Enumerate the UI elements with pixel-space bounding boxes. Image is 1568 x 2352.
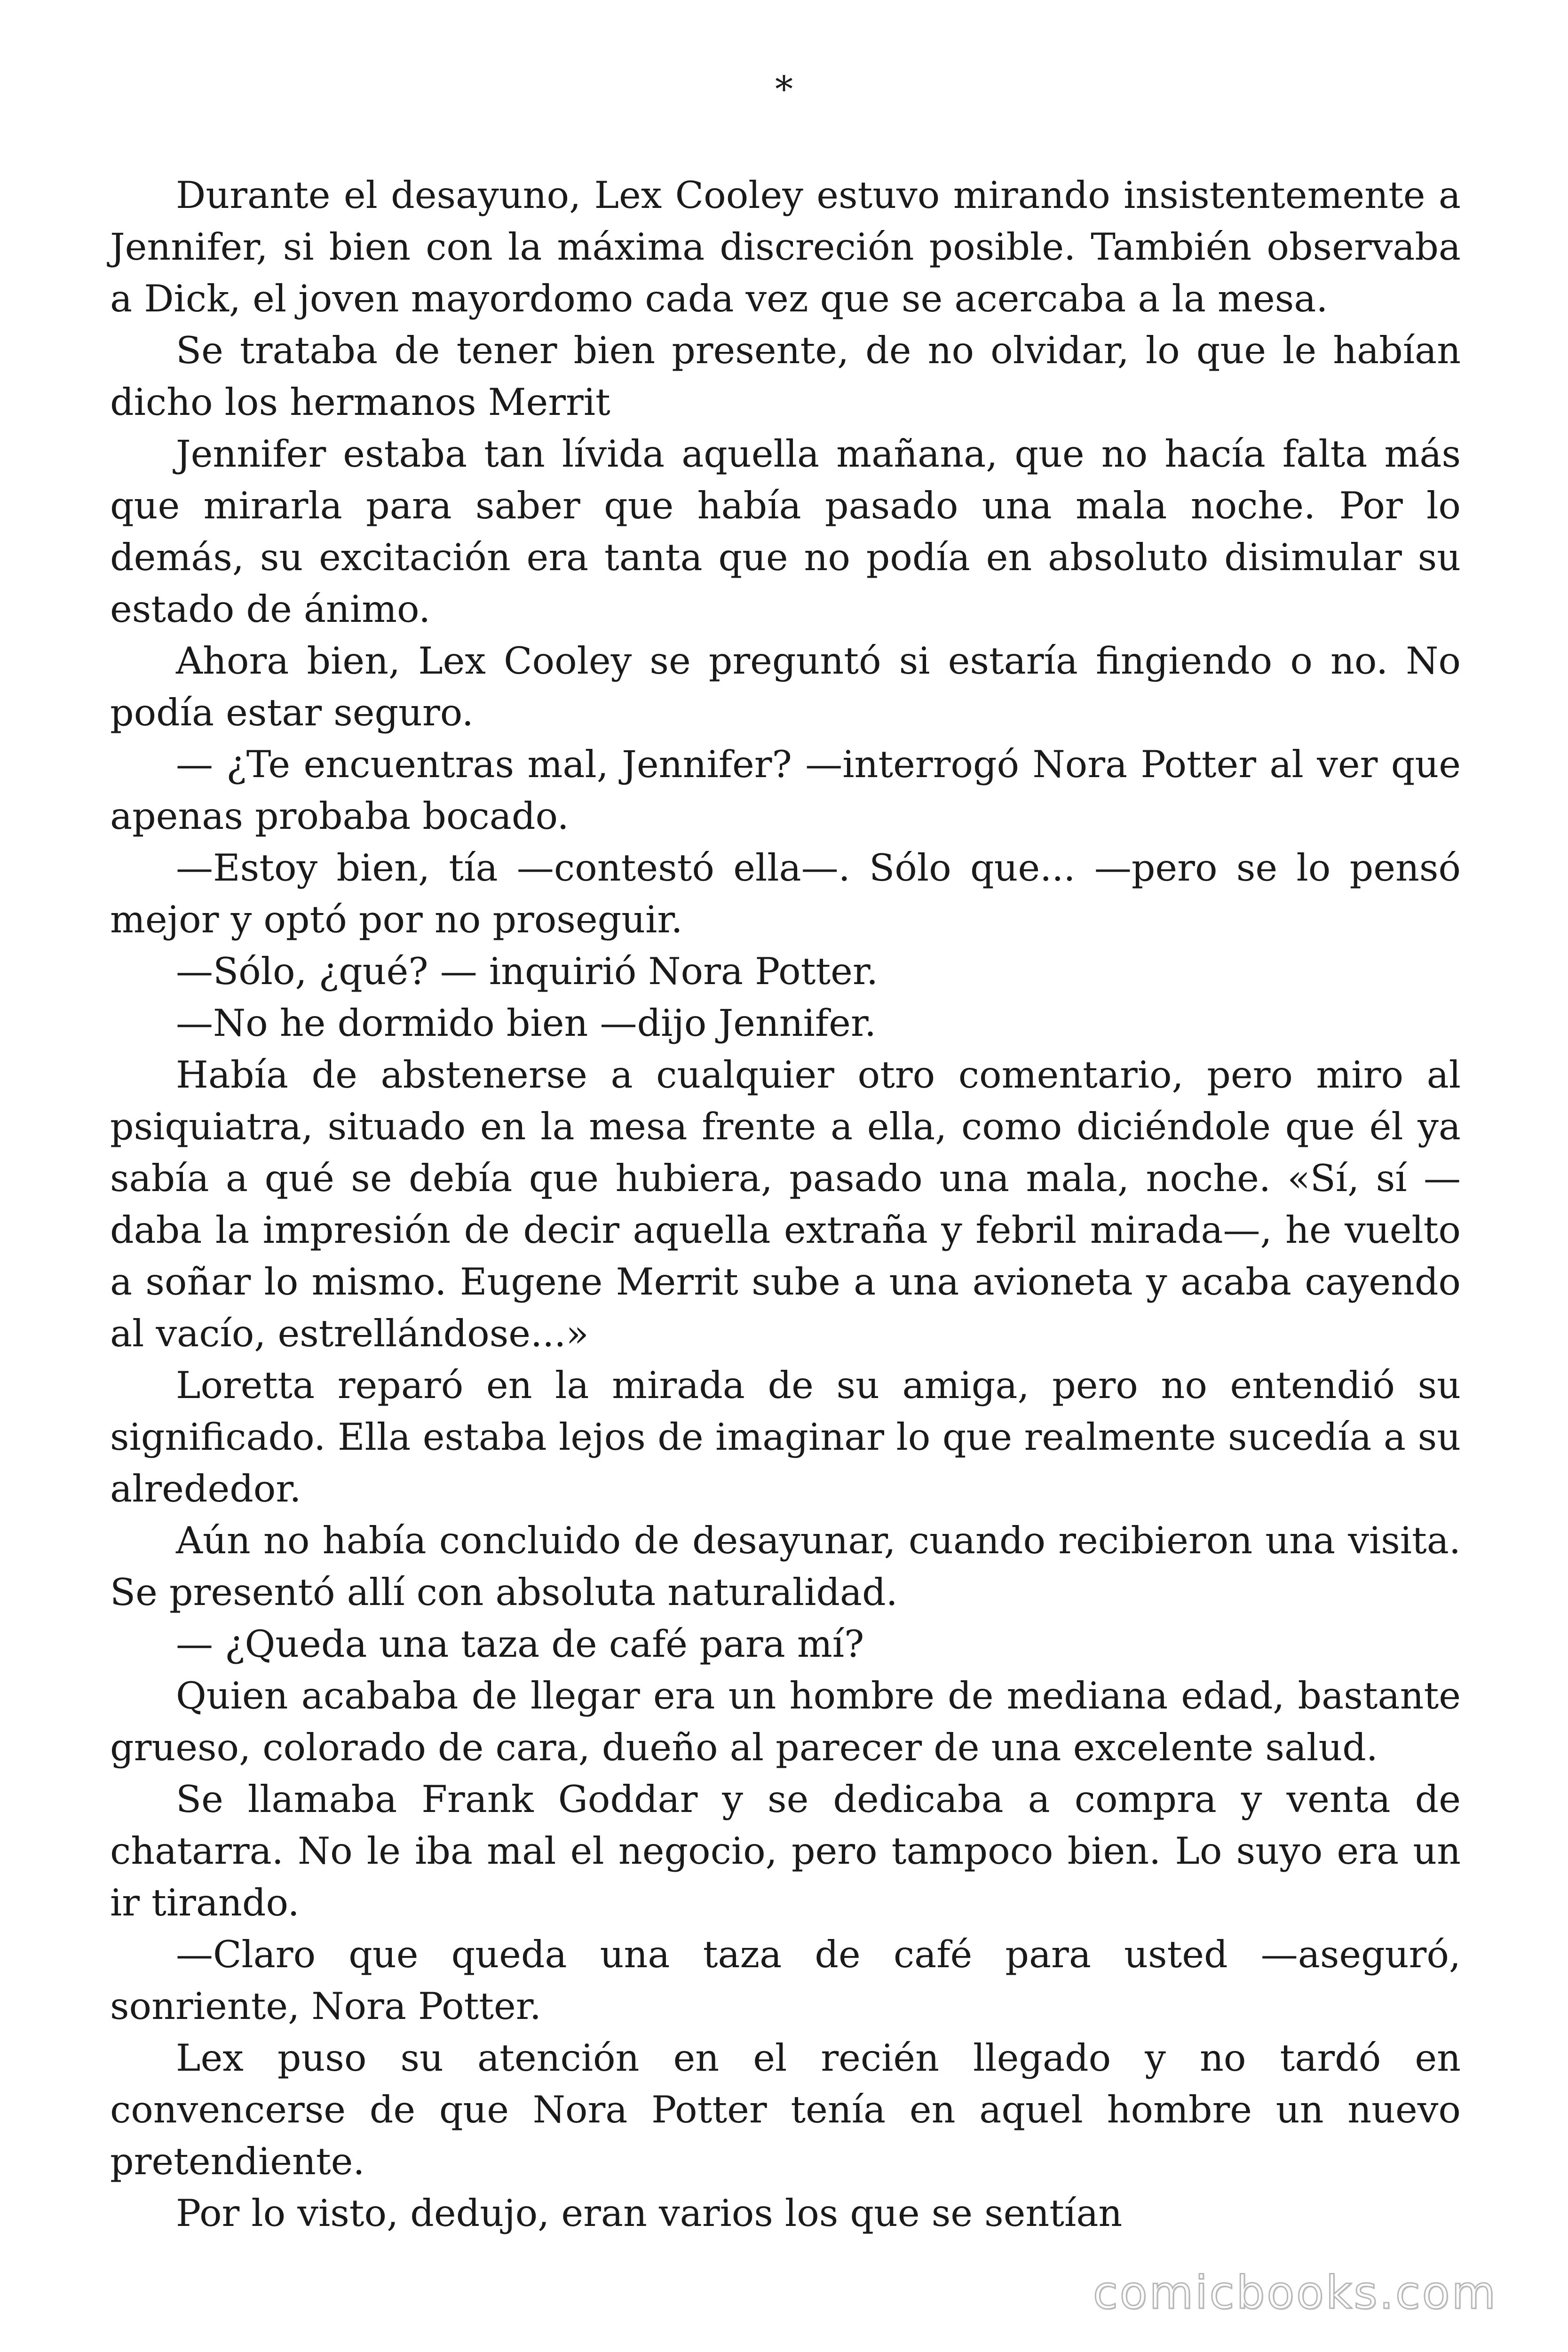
paragraph: Había de abstenerse a cualquier otro comentario, pero miro al psiquiatra, situado en la mesa frente a ella, como diciéndole que él ya sabía a qué se debía que hubiera, pasado una mala, noche. «Sí, sí — daba la impresión de decir aquella extraña y febril mirada—, he vuelto a soñar lo mismo. Eugene Merrit sube a una avioneta y acaba cayendo al vacío, estrellándose...» <box>110 1053 1461 1355</box>
paragraph: Por lo visto, dedujo, eran varios los que se sentían <box>176 2192 1123 2235</box>
watermark: comicbooks.com <box>1093 2266 1497 2319</box>
section-separator: * <box>775 68 793 110</box>
paragraph: — ¿Queda una taza de café para mí? <box>176 1622 864 1666</box>
paragraph: Quien acababa de llegar era un hombre de mediana edad, bastante grueso, colorado de cara, dueño al parecer de una excelente salud. <box>110 1674 1461 1769</box>
paragraph: —Estoy bien, tía —contestó ella—. Sólo que... —pero se lo pensó mejor y optó por no proseguir. <box>110 846 1461 941</box>
paragraph: Aún no había concluido de desayunar, cuando recibieron una visita. Se presentó allí con absoluta naturalidad. <box>110 1519 1461 1614</box>
paragraph: Loretta reparó en la mirada de su amiga, pero no entendió su significado. Ella estaba lejos de imaginar lo que realmente sucedía a su alrededor. <box>110 1364 1461 1510</box>
paragraph: — ¿Te encuentras mal, Jennifer? —interrogó Nora Potter al ver que apenas probaba bocado. <box>110 743 1461 838</box>
body-text <box>110 169 1461 2239</box>
paragraph: Ahora bien, Lex Cooley se preguntó si estaría fingiendo o no. No podía estar seguro. <box>110 639 1461 734</box>
paragraph: Se llamaba Frank Goddar y se dedicaba a compra y venta de chatarra. No le iba mal el negocio, pero tampoco bien. Lo suyo era un ir tirando. <box>110 1778 1461 1924</box>
paragraph: —No he dormido bien —dijo Jennifer. <box>176 1001 877 1045</box>
paragraph: —Claro que queda una taza de café para usted —aseguró, sonriente, Nora Potter. <box>110 1933 1461 2028</box>
paragraph: —Sólo, ¿qué? — inquirió Nora Potter. <box>176 950 879 993</box>
paragraph: Se trataba de tener bien presente, de no olvidar, lo que le habían dicho los hermanos Merrit <box>110 329 1461 424</box>
paragraph: Jennifer estaba tan lívida aquella mañana, que no hacía falta más que mirarla para saber que había pasado una mala noche. Por lo demás, su excitación era tanta que no podía en absoluto disimular su estado de ánimo. <box>110 432 1461 631</box>
paragraph: Durante el desayuno, Lex Cooley estuvo mirando insistentemente a Jennifer, si bien con la máxima discreción posible. También observaba a Dick, el joven mayordomo cada vez que se acercaba a la mesa. <box>110 174 1461 320</box>
paragraph: Lex puso su atención en el recién llegado y no tardó en convencerse de que Nora Potter tenía en aquel hombre un nuevo pretendiente. <box>110 2036 1461 2183</box>
